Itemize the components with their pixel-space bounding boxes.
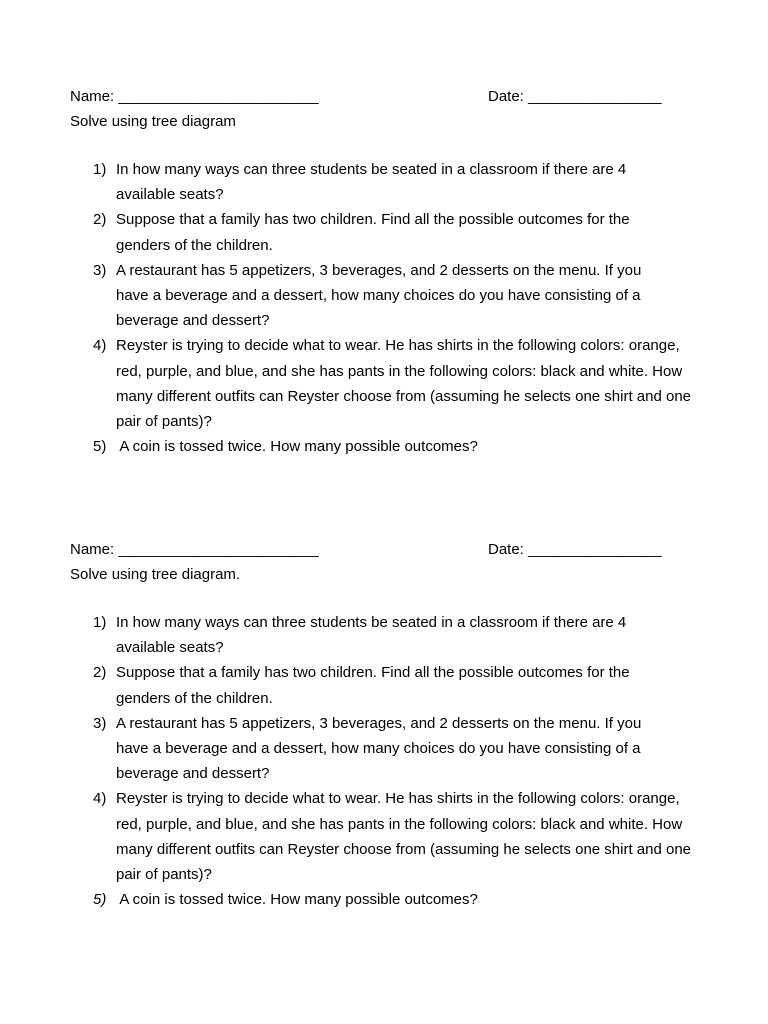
- question-text: A coin is tossed twice. How many possible outcomes?: [116, 438, 478, 456]
- question-4: [70, 333, 710, 434]
- name-field: Name: ________________________: [70, 88, 319, 105]
- question-text: A restaurant has 5 appetizers, 3 beverages, and 2 desserts on the menu. If you have a beverage and a dessert, how many choices do you have consisting of a beverage and dessert?: [116, 714, 642, 783]
- worksheet-bottom: [70, 539, 710, 912]
- question-4: [70, 786, 710, 887]
- question-number: 5): [93, 891, 107, 909]
- question-2: [70, 660, 710, 710]
- instruction-text: Solve using tree diagram: [70, 113, 236, 130]
- instruction-text: Solve using tree diagram.: [70, 566, 241, 583]
- question-text: In how many ways can three students be seated in a classroom if there are 4 available seats?: [116, 614, 627, 657]
- worksheet-header: [70, 86, 710, 107]
- question-3: [70, 258, 710, 334]
- question-number: 5): [93, 438, 107, 456]
- question-5: [70, 434, 710, 459]
- question-1: [70, 157, 710, 207]
- worksheet-top: [70, 86, 710, 459]
- question-number: 1): [93, 614, 107, 631]
- question-3: [70, 711, 710, 787]
- question-text: A restaurant has 5 appetizers, 3 beverages, and 2 desserts on the menu. If you have a beverage and a dessert, how many choices do you have consisting of a beverage and dessert?: [116, 261, 642, 330]
- question-number: 2): [93, 211, 107, 229]
- question-number: 1): [93, 161, 107, 178]
- worksheet-header: [70, 539, 710, 560]
- question-number: 2): [93, 664, 107, 682]
- question-5: [70, 887, 710, 912]
- question-text: Suppose that a family has two children. Find all the possible outcomes for the genders of the children.: [116, 664, 630, 707]
- date-field: Date: ________________: [488, 541, 662, 558]
- question-number: 3): [93, 714, 107, 732]
- question-text: Reyster is trying to decide what to wear. He has shirts in the following colors: orange, red, purple, and blue, and she has pants in the following colors: black and white. How many different outfits can Reyster choose from (assuming he selects one shirt and one pair of pants)?: [116, 790, 692, 884]
- question-list: [70, 610, 710, 912]
- question-text: Reyster is trying to decide what to wear. He has shirts in the following colors: orange, red, purple, and blue, and she has pants in the following colors: black and white. How many different outfits can Reyster choose from (assuming he selects one shirt and one pair of pants)?: [116, 337, 692, 431]
- question-text: In how many ways can three students be seated in a classroom if there are 4 available seats?: [116, 161, 627, 204]
- name-field: Name: ________________________: [70, 541, 319, 558]
- question-2: [70, 207, 710, 257]
- question-number: 3): [93, 261, 107, 279]
- question-number: 4): [93, 790, 107, 808]
- question-1: [70, 610, 710, 660]
- date-field: Date: ________________: [488, 88, 662, 105]
- question-number: 4): [93, 337, 107, 355]
- question-text: A coin is tossed twice. How many possible outcomes?: [116, 891, 478, 909]
- question-text: Suppose that a family has two children. Find all the possible outcomes for the genders of the children.: [116, 211, 630, 254]
- question-list: [70, 157, 710, 459]
